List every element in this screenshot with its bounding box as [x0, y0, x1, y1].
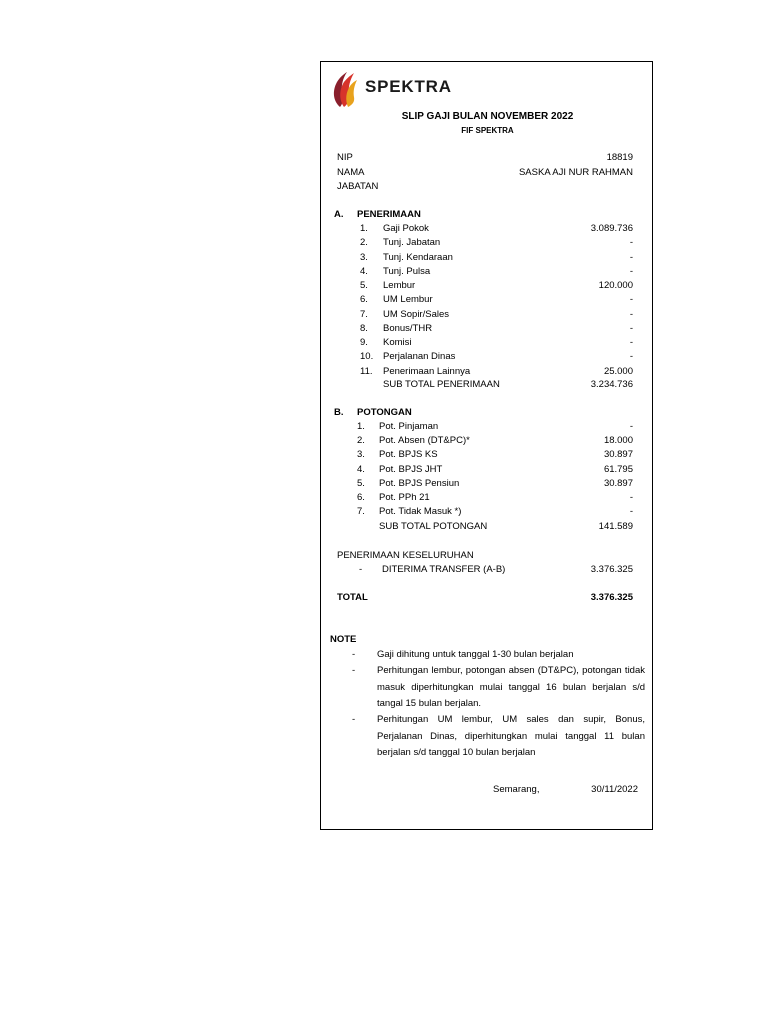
total-label: TOTAL — [337, 592, 368, 603]
note-title: NOTE — [330, 634, 357, 645]
subtotal-value: 141.589 — [598, 521, 633, 532]
transfer-value: 3.376.325 — [590, 564, 633, 575]
item-number: 1. — [360, 223, 368, 234]
item-number: 8. — [360, 322, 368, 334]
item-value: - — [629, 492, 633, 503]
item-number: 3. — [360, 251, 368, 263]
footer-city: Semarang, — [493, 784, 540, 795]
item-number: 10. — [360, 351, 374, 363]
item-label: Pot. Pinjaman — [379, 421, 439, 432]
section-letter: A. — [334, 209, 344, 220]
transfer-label: DITERIMA TRANSFER (A-B) — [382, 564, 506, 575]
item-value: 25.000 — [603, 365, 633, 377]
brand-name: SPEKTRA — [365, 77, 452, 96]
item-value: 120.000 — [598, 280, 633, 291]
item-value: - — [629, 265, 633, 277]
spektra-flame-logo-icon — [331, 71, 357, 109]
item-value: - — [629, 294, 633, 306]
subtotal-value: 3.234.736 — [590, 379, 633, 390]
item-number: 5. — [360, 280, 368, 291]
note-dash: - — [352, 649, 356, 660]
employee-label: NIP — [337, 152, 353, 163]
employee-value: SASKA AJI NUR RAHMAN — [518, 166, 633, 178]
slip-subtitle: FIF SPEKTRA — [461, 126, 514, 135]
item-label: Perjalanan Dinas — [383, 351, 456, 363]
keseluruhan-title: PENERIMAAN KESELURUHAN — [337, 550, 474, 561]
note-text: Perhitungan UM lembur, UM sales dan supir, Bonus, Perjalanan Dinas, diperhitungkan mulai tanggal 11 bulan berjalan s/d tanggal 10 bulan berjalan — [377, 714, 645, 758]
item-label: Lembur — [383, 280, 416, 291]
item-value: 61.795 — [603, 463, 633, 475]
employee-label: JABATAN — [337, 181, 379, 192]
item-label: Pot. BPJS KS — [379, 449, 438, 461]
item-value: - — [629, 506, 633, 518]
item-label: Penerimaan Lainnya — [383, 365, 471, 377]
item-label: UM Sopir/Sales — [383, 308, 449, 320]
item-number: 7. — [360, 308, 368, 320]
item-value: - — [629, 351, 633, 363]
item-label: Komisi — [383, 337, 412, 348]
item-number: 6. — [360, 294, 368, 306]
item-number: 4. — [360, 265, 368, 277]
keseluruhan-dash: - — [359, 564, 363, 575]
item-label: Pot. PPh 21 — [379, 492, 430, 503]
item-number: 4. — [357, 463, 365, 475]
item-label: UM Lembur — [383, 294, 433, 306]
item-label: Tunj. Pulsa — [383, 265, 431, 277]
item-value: 18.000 — [603, 435, 633, 447]
item-label: Bonus/THR — [383, 322, 433, 334]
item-number: 9. — [360, 337, 368, 348]
item-number: 5. — [357, 477, 365, 489]
item-value: - — [629, 337, 633, 348]
note-text: Gaji dihitung untuk tanggal 1-30 bulan berjalan — [377, 649, 574, 660]
item-number: 3. — [357, 449, 365, 461]
item-number: 2. — [360, 237, 368, 249]
item-label: Pot. Absen (DT&PC)* — [379, 435, 470, 447]
employee-value: 18819 — [606, 152, 633, 163]
item-label: Tunj. Kendaraan — [383, 251, 453, 263]
item-number: 11. — [360, 365, 373, 377]
section-title: PENERIMAAN — [357, 209, 421, 220]
item-value: 30.897 — [603, 449, 633, 461]
item-value: - — [629, 322, 633, 334]
slip-title: SLIP GAJI BULAN NOVEMBER 2022 — [401, 111, 574, 122]
note-dash: - — [352, 714, 356, 725]
item-value: 30.897 — [603, 477, 633, 489]
item-label: Tunj. Jabatan — [383, 237, 441, 249]
item-value: - — [629, 421, 633, 432]
item-number: 7. — [357, 506, 365, 518]
section-title: POTONGAN — [357, 407, 412, 418]
item-label: Pot. Tidak Masuk *) — [379, 506, 462, 518]
payslip-document — [320, 61, 653, 830]
item-value: - — [629, 251, 633, 263]
subtotal-label: SUB TOTAL POTONGAN — [379, 521, 488, 532]
section-letter: B. — [334, 407, 344, 418]
item-label: Pot. BPJS JHT — [379, 463, 443, 475]
total-value: 3.376.325 — [590, 592, 633, 603]
note-dash: - — [352, 665, 356, 676]
item-number: 1. — [357, 421, 365, 432]
item-value: - — [629, 237, 633, 249]
item-number: 6. — [357, 492, 365, 503]
item-value: 3.089.736 — [590, 223, 633, 234]
employee-label: NAMA — [337, 166, 365, 178]
footer-date: 30/11/2022 — [591, 784, 638, 795]
subtotal-label: SUB TOTAL PENERIMAAN — [383, 379, 500, 390]
item-number: 2. — [357, 435, 365, 447]
item-value: - — [629, 308, 633, 320]
item-label: Pot. BPJS Pensiun — [379, 477, 460, 489]
note-text: Perhitungan lembur, potongan absen (DT&PC), potongan tidak masuk diperhitungkan mulai tanggal 16 bulan berjalan s/d tangal 15 bulan berjalan. — [377, 665, 645, 709]
item-label: Gaji Pokok — [383, 223, 429, 234]
